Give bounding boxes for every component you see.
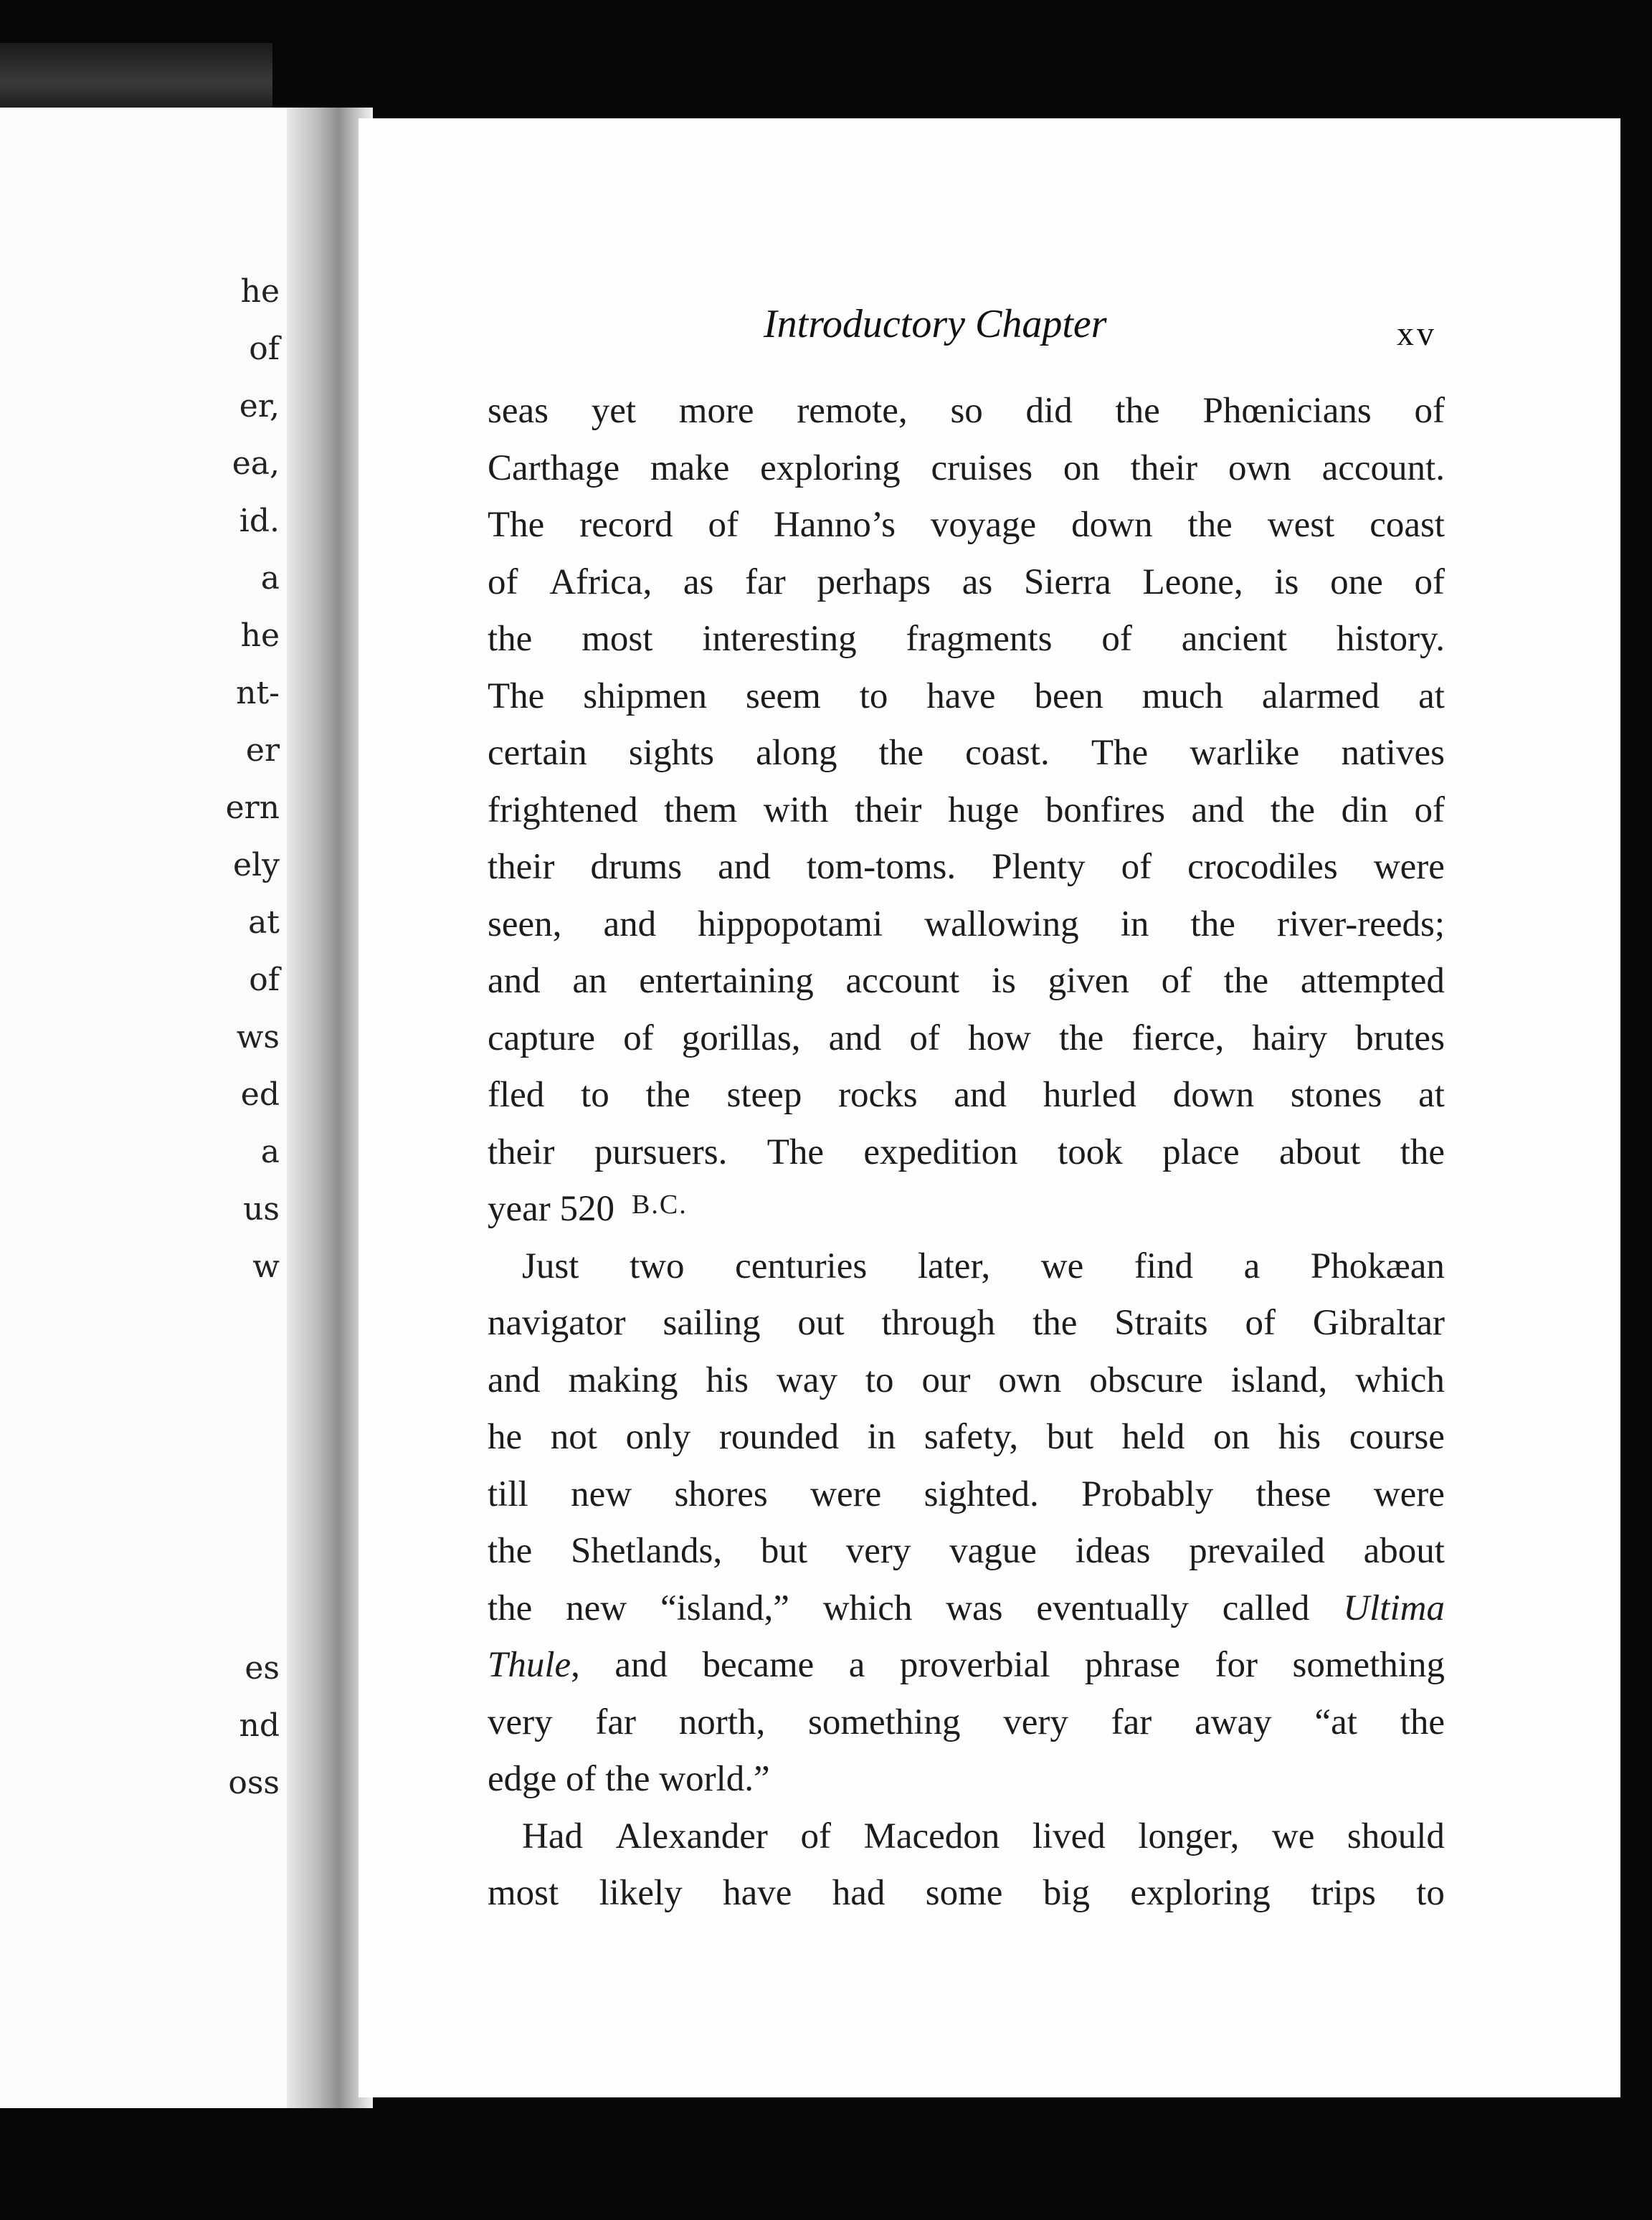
- text-line: certain sights along the coast. The warlike natives: [488, 733, 1445, 773]
- text-line: their drums and tom-toms. Plenty of crocodiles were: [488, 847, 1445, 887]
- left-page-fragment: ern: [225, 789, 280, 826]
- left-page-fragment: a: [260, 1134, 280, 1170]
- page-number: xv: [1397, 315, 1437, 353]
- left-page-fragment: he: [240, 617, 280, 654]
- text-line: very far north, something very far away “at the: [488, 1702, 1445, 1742]
- text-line: Had Alexander of Macedon lived longer, we should: [522, 1816, 1445, 1856]
- text-line: The record of Hanno’s voyage down the west coast: [488, 505, 1445, 545]
- italic-term: Ultima: [1343, 1588, 1445, 1628]
- left-page-fragment: er,: [239, 388, 280, 424]
- text-line: edge of the world.”: [488, 1759, 770, 1799]
- text-line: frightened them with their huge bonfires and the din of: [488, 789, 1445, 830]
- text-line: most likely have had some big exploring trips to: [488, 1873, 1445, 1913]
- text-line: and an entertaining account is given of the attempted: [488, 961, 1445, 1001]
- italic-term: Thule: [488, 1645, 571, 1685]
- left-page-fragment: of: [249, 962, 280, 998]
- left-page-fragment: he: [240, 273, 280, 310]
- left-page-fragment: ed: [240, 1076, 280, 1113]
- left-page-fragment: of: [249, 331, 280, 367]
- left-page-fragment: a: [260, 560, 280, 597]
- text-line: and making his way to our own obscure island, which: [488, 1360, 1445, 1400]
- left-page-text-fragments: [0, 108, 287, 2108]
- text-line: Carthage make exploring cruises on their own account.: [488, 447, 1445, 488]
- text-line: The shipmen seem to have been much alarmed at: [488, 675, 1445, 716]
- year-text: year 520: [488, 1189, 615, 1229]
- text-line: their pursuers. The expedition took place about the: [488, 1132, 1445, 1172]
- left-page-fragment: us: [243, 1191, 280, 1228]
- left-page-fragment: ely: [233, 847, 280, 883]
- text-line: seas yet more remote, so did the Phœnicians of: [488, 391, 1445, 431]
- text-line: seen, and hippopotami wallowing in the river-reeds;: [488, 903, 1445, 944]
- text-line: navigator sailing out through the Straits of Gibraltar: [488, 1303, 1445, 1343]
- left-page-fragment: id.: [239, 503, 280, 539]
- text-line: capture of gorillas, and of how the fierce, hairy brutes: [488, 1018, 1445, 1058]
- text-line: Just two centuries later, we find a Phokæan: [522, 1246, 1445, 1286]
- text-line: the most interesting fragments of ancient history.: [488, 619, 1445, 659]
- text-line: till new shores were sighted. Probably these were: [488, 1474, 1445, 1514]
- text-line: fled to the steep rocks and hurled down stones at: [488, 1075, 1445, 1115]
- left-page-fragment: nd: [239, 1707, 280, 1744]
- left-page-fragment: er: [245, 732, 280, 769]
- left-page-fragment: es: [245, 1650, 280, 1687]
- text-line: the new “island,” which was eventually called Ultima: [488, 1588, 1445, 1628]
- text-line: [488, 1191, 1445, 1228]
- left-page-fragment: ea,: [232, 445, 280, 482]
- left-page-fragment: nt-: [236, 675, 280, 711]
- text-line: Thule, and became a proverbial phrase for something: [488, 1645, 1445, 1685]
- text-line: he not only rounded in safety, but held on his course: [488, 1417, 1445, 1457]
- running-title: Introductory Chapter: [764, 302, 1107, 346]
- left-page-fragment: at: [248, 904, 280, 941]
- left-page-fragment: ws: [236, 1019, 280, 1056]
- left-page: [0, 108, 287, 2108]
- text-line: the Shetlands, but very vague ideas prevailed about: [488, 1531, 1445, 1571]
- era-abbreviation: B.C.: [632, 1190, 688, 1220]
- left-page-fragment: w: [252, 1248, 280, 1285]
- left-page-fragment: oss: [228, 1765, 280, 1801]
- text-line: of Africa, as far perhaps as Sierra Leone, is one of: [488, 561, 1445, 602]
